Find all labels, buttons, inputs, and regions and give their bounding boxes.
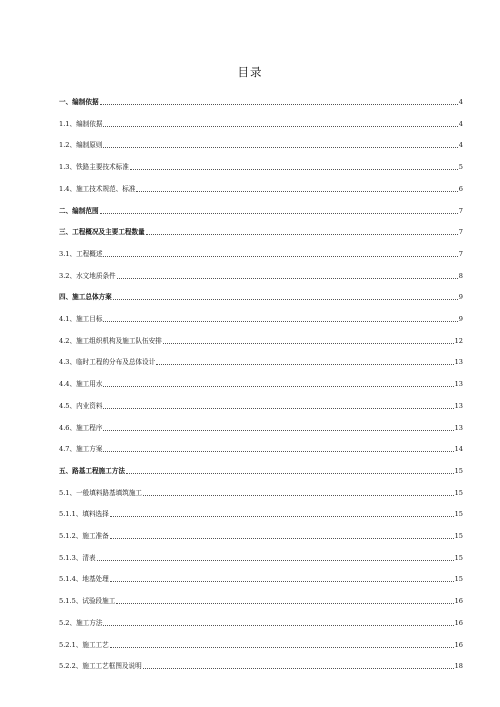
dot-leader xyxy=(103,451,453,452)
dot-leader xyxy=(143,668,454,669)
toc-entry-page-number: 5 xyxy=(458,163,463,172)
dot-leader xyxy=(103,430,453,431)
toc-entry-label: 5.1.3、清表 xyxy=(59,553,96,562)
toc-entry-label: 4.1、施工目标 xyxy=(59,315,103,323)
dot-leader xyxy=(110,516,454,517)
toc-entry[interactable] xyxy=(59,465,463,477)
toc-entry-label: 三、工程概况及主要工程数量 xyxy=(59,228,145,237)
dot-leader xyxy=(103,625,453,626)
toc-entry-label: 五、路基工程施工方法 xyxy=(59,466,125,475)
toc-entry-label: 3.2、水文地质条件 xyxy=(59,271,116,280)
toc-entry[interactable] xyxy=(59,96,463,108)
table-of-contents xyxy=(59,0,463,707)
toc-entry[interactable] xyxy=(59,595,463,607)
toc-entry-label: 4.2、施工组织机构及施工队伍安排 xyxy=(59,336,162,345)
toc-entry[interactable] xyxy=(59,400,463,412)
dot-leader xyxy=(100,104,458,105)
toc-entry[interactable] xyxy=(59,183,463,195)
toc-entry-label: 4.5、内业资料 xyxy=(59,401,103,410)
toc-entry[interactable] xyxy=(59,356,463,368)
dot-leader xyxy=(143,495,454,496)
toc-entry-label: 5.1.4、地基处理 xyxy=(59,575,109,584)
dot-leader xyxy=(126,473,454,474)
toc-entry-page-number: 15 xyxy=(454,532,463,540)
toc-entry[interactable] xyxy=(59,313,463,325)
toc-entry[interactable] xyxy=(59,552,463,564)
toc-entry-page-number: 16 xyxy=(454,618,463,627)
toc-entry[interactable] xyxy=(59,248,463,260)
toc-entry-label: 5.1.5、试验段施工 xyxy=(59,597,116,606)
toc-entry-label: 1.1、编制依据 xyxy=(59,119,103,128)
dot-leader xyxy=(103,147,457,148)
toc-entry-label: 1.4、施工技术规范、标准 xyxy=(59,184,136,193)
toc-entry-label: 4.3、临时工程的分布及总体设计 xyxy=(59,358,156,367)
toc-entry-page-number: 14 xyxy=(454,445,463,454)
toc-entry-label: 四、施工总体方案 xyxy=(59,293,112,302)
dot-leader xyxy=(163,343,454,344)
toc-entry-page-number: 12 xyxy=(454,336,463,345)
toc-entry[interactable] xyxy=(59,530,463,542)
toc-entry-label: 5.2、施工方法 xyxy=(59,618,103,627)
toc-entry[interactable] xyxy=(59,139,463,151)
toc-entry-page-number: 6 xyxy=(458,184,463,193)
page-title: 目录 xyxy=(237,65,263,79)
dot-leader xyxy=(103,126,457,127)
toc-entry-label: 1.3、铁路主要技术标准 xyxy=(59,163,129,172)
toc-entry-page-number: 15 xyxy=(454,575,463,584)
dot-leader xyxy=(136,191,457,192)
dot-leader xyxy=(110,647,454,648)
toc-entry-page-number: 18 xyxy=(454,662,463,671)
dot-leader xyxy=(103,321,457,322)
toc-entry[interactable] xyxy=(59,617,463,629)
toc-entry[interactable] xyxy=(59,422,463,434)
toc-entry-page-number: 15 xyxy=(454,553,463,562)
toc-entry-page-number: 13 xyxy=(454,358,463,367)
toc-entry-page-number: 7 xyxy=(458,206,463,215)
dot-leader xyxy=(116,603,453,604)
toc-entry-label: 4.7、施工方案 xyxy=(59,445,103,454)
toc-entry-page-number: 9 xyxy=(458,293,463,302)
toc-entry-page-number: 9 xyxy=(458,315,463,323)
toc-entry[interactable] xyxy=(59,226,463,238)
toc-entry-label: 5.2.1、施工工艺 xyxy=(59,640,109,649)
toc-entry-page-number: 13 xyxy=(454,380,463,389)
toc-entry-label: 3.1、工程概述 xyxy=(59,249,103,258)
dot-leader xyxy=(117,278,458,279)
toc-entry-label: 5.1.1、填料选择 xyxy=(59,510,109,519)
toc-entry[interactable] xyxy=(59,443,463,455)
toc-entry-label: 5.1、一般填料路基填筑施工 xyxy=(59,488,143,497)
toc-entry-label: 5.1.2、施工准备 xyxy=(59,532,109,540)
toc-entry-page-number: 7 xyxy=(458,228,463,237)
toc-entry-label: 1.2、编制原则 xyxy=(59,141,103,150)
dot-leader xyxy=(156,364,453,365)
dot-leader xyxy=(103,408,453,409)
toc-entry-label: 二、编制范围 xyxy=(59,206,99,215)
toc-entry-page-number: 13 xyxy=(454,401,463,410)
toc-entry[interactable] xyxy=(59,487,463,499)
dot-leader xyxy=(97,560,454,561)
toc-entry-page-number: 15 xyxy=(454,466,463,475)
toc-entry[interactable] xyxy=(59,161,463,173)
toc-entry-page-number: 4 xyxy=(458,141,463,150)
dot-leader xyxy=(103,386,453,387)
toc-entry-page-number: 8 xyxy=(458,271,463,280)
toc-entry-label: 一、编制依据 xyxy=(59,98,99,106)
toc-entry-page-number: 4 xyxy=(458,98,463,106)
dot-leader xyxy=(130,169,458,170)
toc-entry-page-number: 7 xyxy=(458,249,463,258)
toc-entry-label: 4.4、施工用水 xyxy=(59,380,103,389)
dot-leader xyxy=(146,234,458,235)
toc-entry[interactable] xyxy=(59,508,463,520)
toc-entry-page-number: 16 xyxy=(454,597,463,606)
dot-leader xyxy=(100,213,458,214)
toc-entry[interactable] xyxy=(59,270,463,282)
toc-entry-page-number: 13 xyxy=(454,423,463,432)
toc-entry-page-number: 16 xyxy=(454,640,463,649)
toc-entry[interactable] xyxy=(59,660,463,672)
dot-leader xyxy=(110,581,454,582)
dot-leader xyxy=(110,538,454,539)
toc-entry-label: 5.2.2、施工工艺框图及说明 xyxy=(59,662,142,671)
toc-entry-page-number: 15 xyxy=(454,510,463,519)
toc-entry-label: 4.6、施工程序 xyxy=(59,423,103,432)
toc-entry[interactable] xyxy=(59,378,463,390)
dot-leader xyxy=(113,299,458,300)
toc-entry-page-number: 4 xyxy=(458,119,463,128)
toc-entry[interactable] xyxy=(59,205,463,217)
toc-entry[interactable] xyxy=(59,573,463,585)
toc-entry[interactable] xyxy=(59,118,463,130)
toc-entry[interactable] xyxy=(59,639,463,651)
toc-entry[interactable] xyxy=(59,335,463,347)
dot-leader xyxy=(103,256,457,257)
toc-entry-page-number: 15 xyxy=(454,488,463,497)
toc-entry[interactable] xyxy=(59,291,463,303)
